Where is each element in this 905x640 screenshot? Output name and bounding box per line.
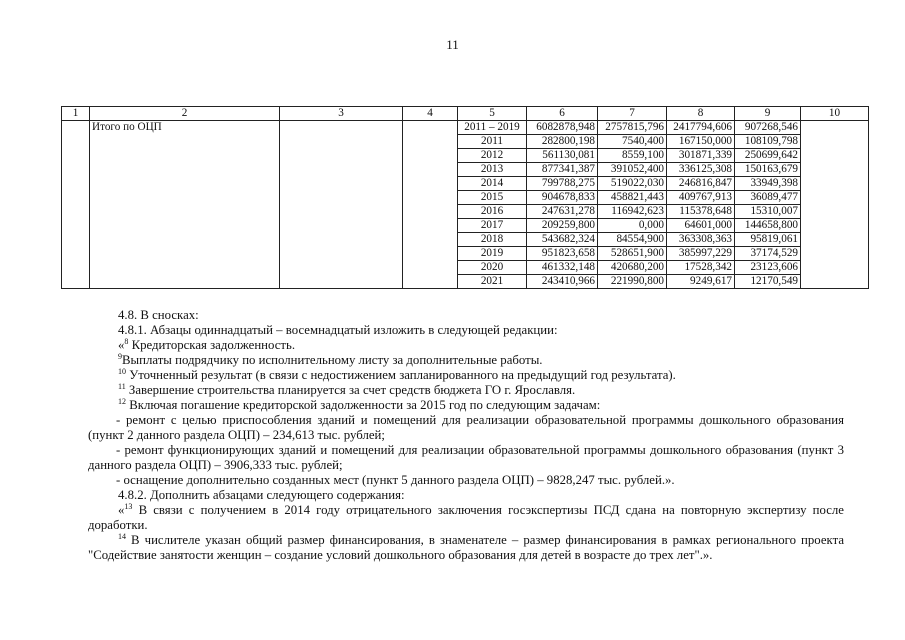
- table-cell-value: 907268,546: [735, 121, 801, 135]
- table-cell-value: 8559,100: [598, 149, 667, 163]
- table-cell-value: 247631,278: [527, 205, 598, 219]
- table-cell-value: 561130,081: [527, 149, 598, 163]
- table-cell-value: 64601,000: [667, 219, 735, 233]
- footnote-marker: 13: [124, 502, 133, 511]
- table-header-cell: 3: [280, 107, 403, 121]
- footnote-marker: 14: [118, 532, 126, 541]
- table-cell-year: 2012: [458, 149, 527, 163]
- table-cell-value: 116942,623: [598, 205, 667, 219]
- table-cell-value: 543682,324: [527, 233, 598, 247]
- table-cell-value: 458821,443: [598, 191, 667, 205]
- table-cell-value: 115378,648: [667, 205, 735, 219]
- table-cell-value: 243410,966: [527, 275, 598, 289]
- footnote-text: Выплаты подрядчику по исполнительному листу за дополнительные работы.: [122, 353, 543, 367]
- table-cell-year: 2013: [458, 163, 527, 177]
- table-cell-empty: [62, 121, 90, 289]
- paragraph-instruction: 4.8.2. Дополнить абзацами следующего содержания:: [118, 488, 405, 502]
- table-cell-year: 2016: [458, 205, 527, 219]
- page-number: 11: [446, 37, 459, 52]
- table-cell-value: 33949,398: [735, 177, 801, 191]
- list-item: - ремонт с целью приспособления зданий и помещений для реализации образовательной программы дошкольного образования (пункт 2 данного раздела ОЦП) – 234,613 тыс. рублей;: [88, 413, 844, 442]
- table-cell-value: 385997,229: [667, 247, 735, 261]
- document-body: [88, 308, 844, 563]
- table-cell-value: 7540,400: [598, 135, 667, 149]
- footnote-text: Уточненный результат (в связи с недостижением запланированного на предыдущий год результата).: [126, 368, 676, 382]
- table-cell-value: 363308,363: [667, 233, 735, 247]
- footnote-text: Завершение строительства планируется за счет средств бюджета ГО г. Ярославля.: [125, 383, 576, 397]
- table-cell-value: 301871,339: [667, 149, 735, 163]
- table-cell-value: 221990,800: [598, 275, 667, 289]
- table-cell-value: 150163,679: [735, 163, 801, 177]
- paragraph-section-heading: 4.8. В сносках:: [118, 308, 199, 322]
- table-cell-value: 144658,800: [735, 219, 801, 233]
- footnote-text: Кредиторская задолженность.: [128, 338, 296, 352]
- footnote-marker: 9: [118, 352, 122, 361]
- table-cell-year: 2014: [458, 177, 527, 191]
- table-cell-year: 2011: [458, 135, 527, 149]
- footnote-marker: 11: [118, 382, 126, 391]
- list-item: - ремонт функционирующих зданий и помещений для реализации образовательной программы дошкольного образования (пункт 3 данного раздела ОЦП) – 3906,333 тыс. рублей;: [88, 443, 844, 472]
- footnote-10: [88, 368, 844, 383]
- table-cell-value: 17528,342: [667, 261, 735, 275]
- table-cell-value: 2757815,796: [598, 121, 667, 135]
- footnote-11: [88, 383, 844, 398]
- table-cell-value: 36089,477: [735, 191, 801, 205]
- table-cell-value: 84554,900: [598, 233, 667, 247]
- table-cell-empty: [801, 121, 869, 289]
- table-cell-value: 282800,198: [527, 135, 598, 149]
- table-cell-value: 2417794,606: [667, 121, 735, 135]
- table-cell-value: 246816,847: [667, 177, 735, 191]
- quote-mark: «: [118, 338, 125, 352]
- table-cell-value: 877341,387: [527, 163, 598, 177]
- table-row: [62, 121, 869, 135]
- table-cell-value: 528651,900: [598, 247, 667, 261]
- table-cell-value: 904678,833: [527, 191, 598, 205]
- table-cell-value: 37174,529: [735, 247, 801, 261]
- table-cell-value: 108109,798: [735, 135, 801, 149]
- table-total-label: Итого по ОЦП: [90, 121, 280, 289]
- table-cell-value: 95819,061: [735, 233, 801, 247]
- table-cell-year: 2021: [458, 275, 527, 289]
- table-cell-value: 409767,913: [667, 191, 735, 205]
- footnote-8: [88, 338, 844, 353]
- table-cell-value: 461332,148: [527, 261, 598, 275]
- table-cell-value: 391052,400: [598, 163, 667, 177]
- table-cell-empty: [280, 121, 403, 289]
- table-cell-value: 519022,030: [598, 177, 667, 191]
- footnote-14: [88, 533, 844, 563]
- table-cell-value: 12170,549: [735, 275, 801, 289]
- table-header-cell: 8: [667, 107, 735, 121]
- footnote-text: Включая погашение кредиторской задолженности за 2015 год по следующим задачам:: [126, 398, 601, 412]
- table-cell-value: 0,000: [598, 219, 667, 233]
- table-header-cell: 7: [598, 107, 667, 121]
- table-header-cell: 1: [62, 107, 90, 121]
- table-cell-value: 209259,800: [527, 219, 598, 233]
- table-cell-value: 15310,007: [735, 205, 801, 219]
- footnote-marker: 8: [124, 337, 129, 346]
- footnote-marker: 10: [118, 367, 126, 376]
- financing-table: [61, 106, 869, 289]
- table-cell-value: 6082878,948: [527, 121, 598, 135]
- table-header-cell: 10: [801, 107, 869, 121]
- table-cell-year: 2018: [458, 233, 527, 247]
- table-cell-value: 23123,606: [735, 261, 801, 275]
- table-cell-year: 2020: [458, 261, 527, 275]
- table-cell-year: 2017: [458, 219, 527, 233]
- list-item: - оснащение дополнительно созданных мест (пункт 5 данного раздела ОЦП) – 9828,247 тыс. рублей.».: [116, 473, 675, 487]
- table-cell-value: 420680,200: [598, 261, 667, 275]
- footnote-12: [88, 398, 844, 413]
- table-cell-empty: [403, 121, 458, 289]
- table-header-cell: 5: [458, 107, 527, 121]
- table-cell-value: 951823,658: [527, 247, 598, 261]
- table-cell-value: 250699,642: [735, 149, 801, 163]
- footnote-marker: 12: [118, 397, 126, 406]
- table-cell-year: 2015: [458, 191, 527, 205]
- table-header-cell: 2: [90, 107, 280, 121]
- table-cell-value: 9249,617: [667, 275, 735, 289]
- table-cell-year: 2019: [458, 247, 527, 261]
- table-header-cell: 9: [735, 107, 801, 121]
- quote-mark: «: [118, 503, 125, 517]
- table-header-cell: 4: [403, 107, 458, 121]
- footnote-text: В числителе указан общий размер финансирования, в знаменателе – размер финансирования в рамках регионального проекта "Содействие занятости женщин – создание условий дошкольного образования для детей в возрасте до трех лет".».: [88, 533, 844, 562]
- paragraph-instruction: 4.8.1. Абзацы одиннадцатый – восемнадцатый изложить в следующей редакции:: [118, 323, 558, 337]
- table-cell-value: 336125,308: [667, 163, 735, 177]
- table-header-row: [62, 107, 869, 121]
- footnote-13: [88, 503, 844, 533]
- footnote-9: [88, 353, 844, 368]
- footnote-text: В связи с получением в 2014 году отрицательного заключения госэкспертизы ПСД сдана на повторную экспертизу после доработки.: [88, 503, 844, 532]
- table-cell-year: 2011 – 2019: [458, 121, 527, 135]
- table-header-cell: 6: [527, 107, 598, 121]
- table-cell-value: 799788,275: [527, 177, 598, 191]
- table-cell-value: 167150,000: [667, 135, 735, 149]
